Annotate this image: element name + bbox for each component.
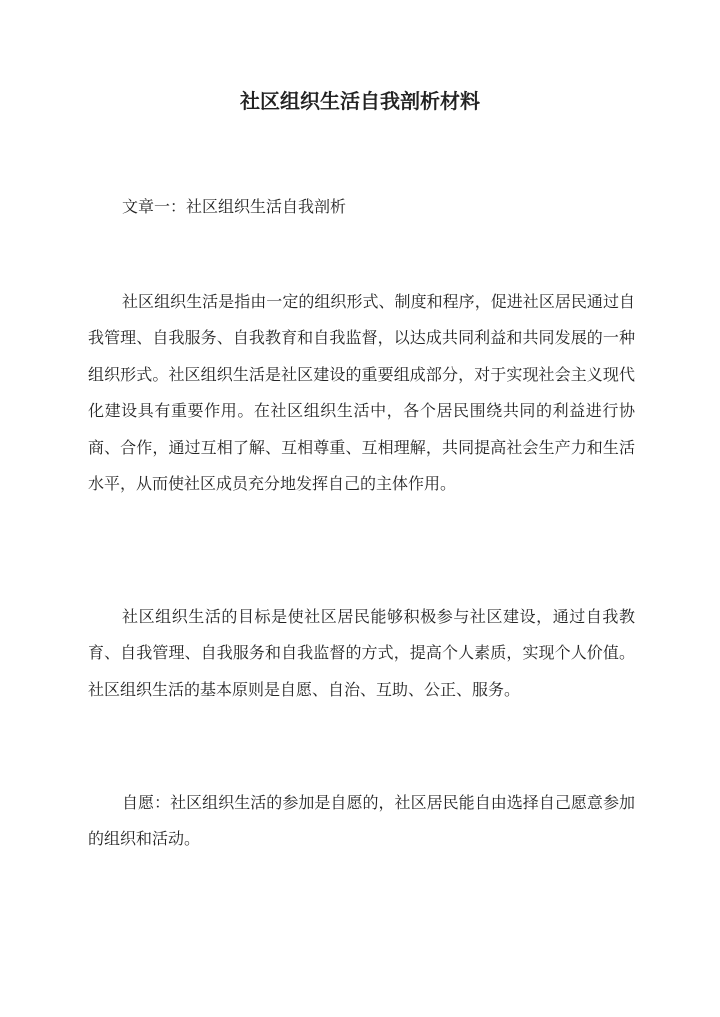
paragraph-voluntary: 自愿：社区组织生活的参加是自愿的，社区居民能自由选择自己愿意参加的组织和活动。 <box>88 793 635 849</box>
paragraph-goals: 社区组织生活的目标是使社区居民能够积极参与社区建设，通过自我教育、自我管理、自我服务和自我监督的方式，提高个人素质，实现个人价值。社区组织生活的基本原则是自愿、自治、互助、公正、服务。 <box>88 607 635 699</box>
paragraph-definition: 社区组织生活是指由一定的组织形式、制度和程序，促进社区居民通过自我管理、自我服务、自我教育和自我监督，以达成共同利益和共同发展的一种组织形式。社区组织生活是社区建设的重要组成部分，对于实现社会主义现代化建设具有重要作用。在社区组织生活中，各个居民围绕共同的利益进行协商、合作，通过互相了解、互相尊重、互相理解，共同提高社会生产力和生活水平，从而使社区成员充分地发挥自己的主体作用。 <box>88 292 635 494</box>
document-title: 社区组织生活自我剖析材料 <box>240 89 480 113</box>
article-heading: 文章一：社区组织生活自我剖析 <box>122 197 347 216</box>
